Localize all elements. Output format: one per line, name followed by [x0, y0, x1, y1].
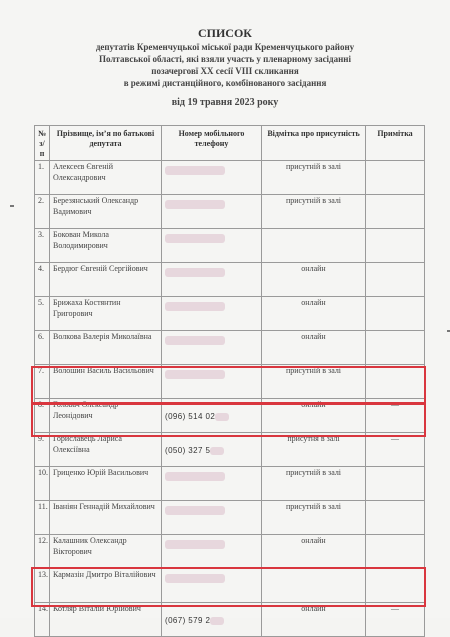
phone-cell [162, 331, 262, 365]
table-row [35, 297, 425, 331]
phone-cell [162, 195, 262, 229]
row-number: 4. [35, 263, 50, 297]
redacted-phone [165, 472, 225, 481]
phone-cell [162, 603, 262, 637]
document-date: від 19 травня 2023 року [171, 97, 279, 108]
highlight-box-row-9 [31, 403, 426, 437]
presence-mark: онлайн [262, 535, 366, 569]
table-row [35, 331, 425, 365]
presence-mark: онлайн [262, 263, 366, 297]
presence-mark: онлайн [262, 331, 366, 365]
row-number: 1. [35, 161, 50, 195]
row-number: 10. [35, 467, 50, 501]
redacted-phone [165, 200, 225, 209]
phone-number: (050) 327 5 [165, 446, 211, 455]
highlight-box-row-8 [31, 366, 426, 404]
deputy-name: Калашник Олександр Вікторович [50, 535, 162, 569]
highlight-box-row-14 [31, 567, 426, 607]
note-cell [366, 161, 425, 195]
phone-cell [162, 433, 262, 467]
row-number: 13. [35, 569, 50, 603]
presence-mark: присутній в залі [262, 195, 366, 229]
note-cell [366, 229, 425, 263]
subtitle-line-4: в режимі дистанційного, комбінованого засідання [123, 78, 327, 88]
document-title: СПИСОК [197, 26, 253, 40]
header-mark: Відмітка про присутність [262, 126, 366, 161]
header-num: № з/п [35, 126, 50, 161]
redacted-digits [210, 447, 224, 455]
presence-mark [262, 229, 366, 263]
row-number: 7. [35, 365, 50, 399]
note-cell [366, 263, 425, 297]
deputy-name: Головач Олександр Леонідович [50, 399, 162, 433]
note-cell [366, 603, 425, 637]
deputy-name: Іваніян Геннадій Михайлович [50, 501, 162, 535]
redacted-phone [165, 166, 225, 175]
table-row [35, 161, 425, 195]
row-number: 11. [35, 501, 50, 535]
table-row [35, 535, 425, 569]
row-number: 3. [35, 229, 50, 263]
table-header-row [35, 126, 425, 161]
presence-mark: присутній в залі [262, 161, 366, 195]
note-cell [366, 501, 425, 535]
row-number: 2. [35, 195, 50, 229]
table-row [35, 263, 425, 297]
redacted-phone [165, 336, 225, 345]
deputy-name: Гориславець Лариса Олексіївна [50, 433, 162, 467]
redacted-phone [165, 234, 225, 243]
phone-number: (096) 514 02 [165, 412, 216, 421]
row-number: 5. [35, 297, 50, 331]
table-row [35, 433, 425, 467]
table-row [35, 501, 425, 535]
table-row [35, 195, 425, 229]
deputy-name: Бокован Микола Володимирович [50, 229, 162, 263]
redacted-phone [165, 302, 225, 311]
phone-cell [162, 161, 262, 195]
row-number: 12. [35, 535, 50, 569]
table-row [35, 229, 425, 263]
presence-mark: онлайн [262, 603, 366, 637]
presence-mark: присутній в залі [262, 467, 366, 501]
redacted-phone [165, 540, 225, 549]
redacted-digits [210, 617, 224, 625]
scan-mark [10, 205, 14, 207]
deputy-name: Котляр Віталій Юрійович [50, 603, 162, 637]
presence-mark: присутній в залі [262, 501, 366, 535]
phone-cell [162, 263, 262, 297]
subtitle-line-1: депутатів Кременчуцької міської ради Кременчуцького району [95, 42, 355, 52]
note-cell [366, 195, 425, 229]
phone-cell [162, 501, 262, 535]
deputy-name: Волкова Валерія Миколаївна [50, 331, 162, 365]
note-cell [366, 297, 425, 331]
note-dash: — [391, 434, 399, 443]
note-cell [366, 331, 425, 365]
presence-mark: онлайн [262, 399, 366, 433]
row-number: 8. [35, 399, 50, 433]
presence-mark: присутній в залі [262, 365, 366, 399]
row-number: 6. [35, 331, 50, 365]
deputy-name: Брижаха Костянтин Григорович [50, 297, 162, 331]
note-cell [366, 535, 425, 569]
table-row [35, 603, 425, 637]
table-row [35, 467, 425, 501]
redacted-phone [165, 268, 225, 277]
subtitle-line-3: позачерговї XX сесії VIII скликання [151, 66, 299, 76]
deputy-name: Алексеєв Євгеній Олександрович [50, 161, 162, 195]
phone-cell [162, 467, 262, 501]
redacted-phone [165, 506, 225, 515]
row-number: 14. [35, 603, 50, 637]
phone-cell [162, 229, 262, 263]
phone-cell [162, 535, 262, 569]
presence-mark: онлайн [262, 297, 366, 331]
row-number: 9. [35, 433, 50, 467]
note-cell [366, 433, 425, 467]
header-note: Примітка [366, 126, 425, 161]
header-name: Прізвище, ім’я по батькові депутата [50, 126, 162, 161]
note-cell [366, 467, 425, 501]
note-dash: — [391, 400, 399, 409]
subtitle-line-2: Полтавської області, які взяли участь у пленарному засіданні [99, 54, 351, 64]
phone-number: (067) 579 2 [165, 616, 211, 625]
phone-cell [162, 297, 262, 331]
deputy-name: Гриценко Юрій Васильович [50, 467, 162, 501]
deputy-name: Березянський Олександр Вадимович [50, 195, 162, 229]
deputy-name: Волошин Василь Васильович [50, 365, 162, 399]
note-dash: — [391, 604, 399, 613]
deputy-name: Кармазін Дмитро Віталійович [50, 569, 162, 603]
header-phone: Номер мобільного телефону [162, 126, 262, 161]
presence-mark: присутня в залі [262, 433, 366, 467]
deputy-name: Бердюг Євгеній Сергійович [50, 263, 162, 297]
